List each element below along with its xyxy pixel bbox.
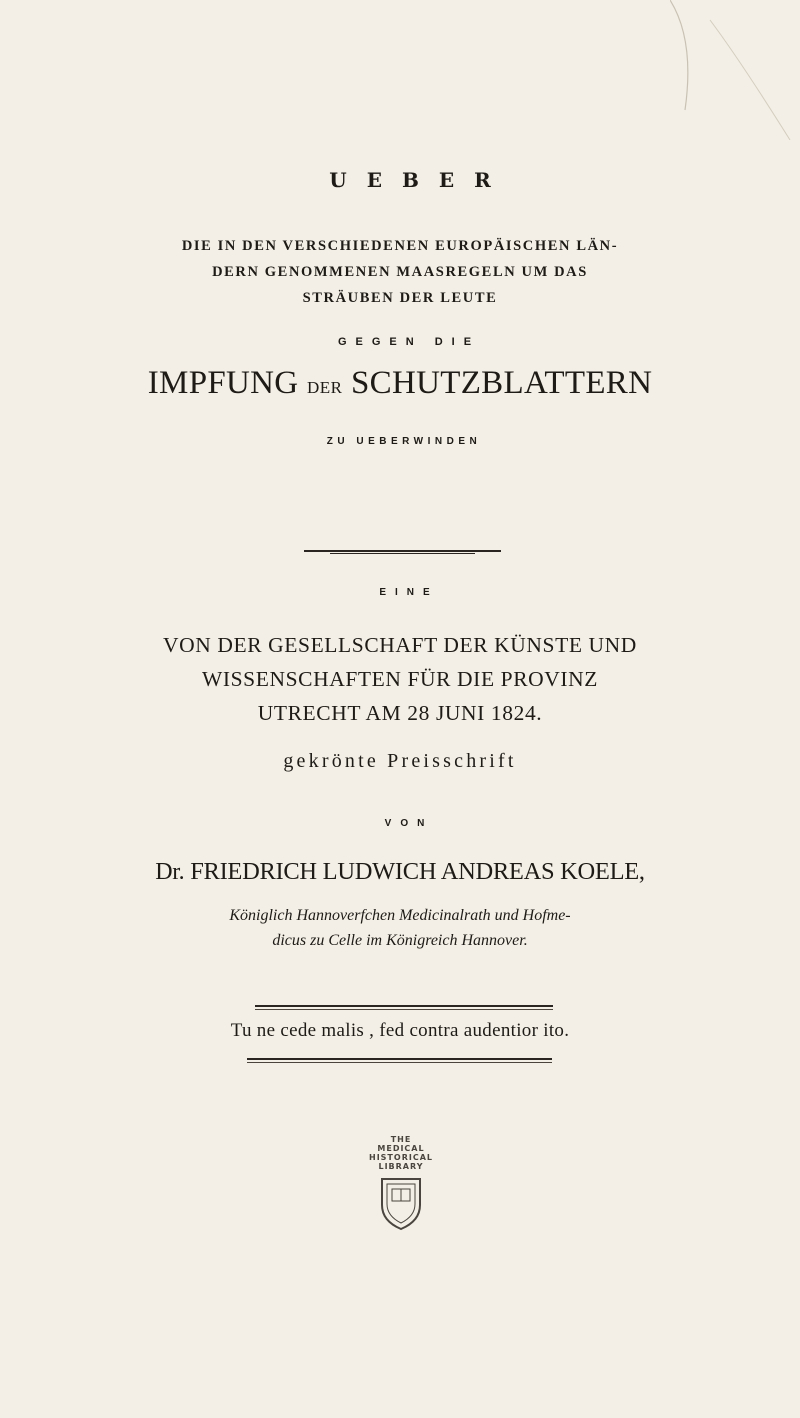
society-line-3: UTRECHT AM 28 JUNI 1824. xyxy=(257,701,543,725)
author-name xyxy=(0,858,800,886)
library-shield-icon xyxy=(378,1175,424,1231)
stamp-line-2: MEDICAL xyxy=(377,1144,425,1153)
subtitle-line-2: DERN GENOMMENEN MAASREGELN UM DAS xyxy=(212,264,588,280)
stamp-line-3: HISTORICAL xyxy=(369,1153,433,1162)
affiliation-line-2: dicus zu Celle im Königreich Hannover. xyxy=(272,932,528,949)
library-stamp xyxy=(336,1135,466,1275)
main-title-part-2: SCHUTZBLATTERN xyxy=(351,365,653,401)
motto: Tu ne cede malis , fed contra audentior ito. xyxy=(230,1020,570,1041)
stamp-line-1: THE xyxy=(390,1135,412,1144)
main-title xyxy=(0,365,800,402)
author-fullname: FRIEDRICH LUDWICH ANDREAS KOELE, xyxy=(190,858,645,885)
society-line-2: WISSENSCHAFTEN FÜR DIE PROVINZ xyxy=(201,667,599,691)
divider-rule-top xyxy=(304,550,501,552)
prize-essay-label: gekrönte Preisschrift xyxy=(283,750,517,772)
society-line-1: VON DER GESELLSCHAFT DER KÜNSTE UND xyxy=(163,633,637,657)
stamp-line-4: LIBRARY xyxy=(378,1162,424,1171)
gegen-die: GEGEN DIE xyxy=(337,336,481,348)
motto-rule-bottom-thin xyxy=(247,1062,552,1063)
motto-rule-bottom xyxy=(247,1058,552,1060)
affiliation-line-1: Königlich Hannoverfchen Medicinalrath und Hofme- xyxy=(229,907,571,924)
subtitle-line-3: STRÄUBEN DER LEUTE xyxy=(302,290,498,306)
zu-ueberwinden: ZU UEBERWINDEN xyxy=(326,436,482,447)
paper-crease-mark xyxy=(670,0,800,140)
main-title-part-1: IMPFUNG xyxy=(147,365,299,401)
motto-rule-top xyxy=(255,1005,553,1007)
author-prefix: Dr. xyxy=(155,859,185,885)
main-title-der: DER xyxy=(306,378,343,397)
motto-rule-top-thin xyxy=(255,1009,553,1010)
eine-label: EINE xyxy=(379,587,439,598)
heading-ueber: UEBER xyxy=(329,168,511,192)
von-label: VON xyxy=(384,818,434,829)
divider-rule-top-thin xyxy=(330,553,475,554)
subtitle-line-1: DIE IN DEN VERSCHIEDENEN EUROPÄISCHEN LÄN- xyxy=(181,238,619,254)
